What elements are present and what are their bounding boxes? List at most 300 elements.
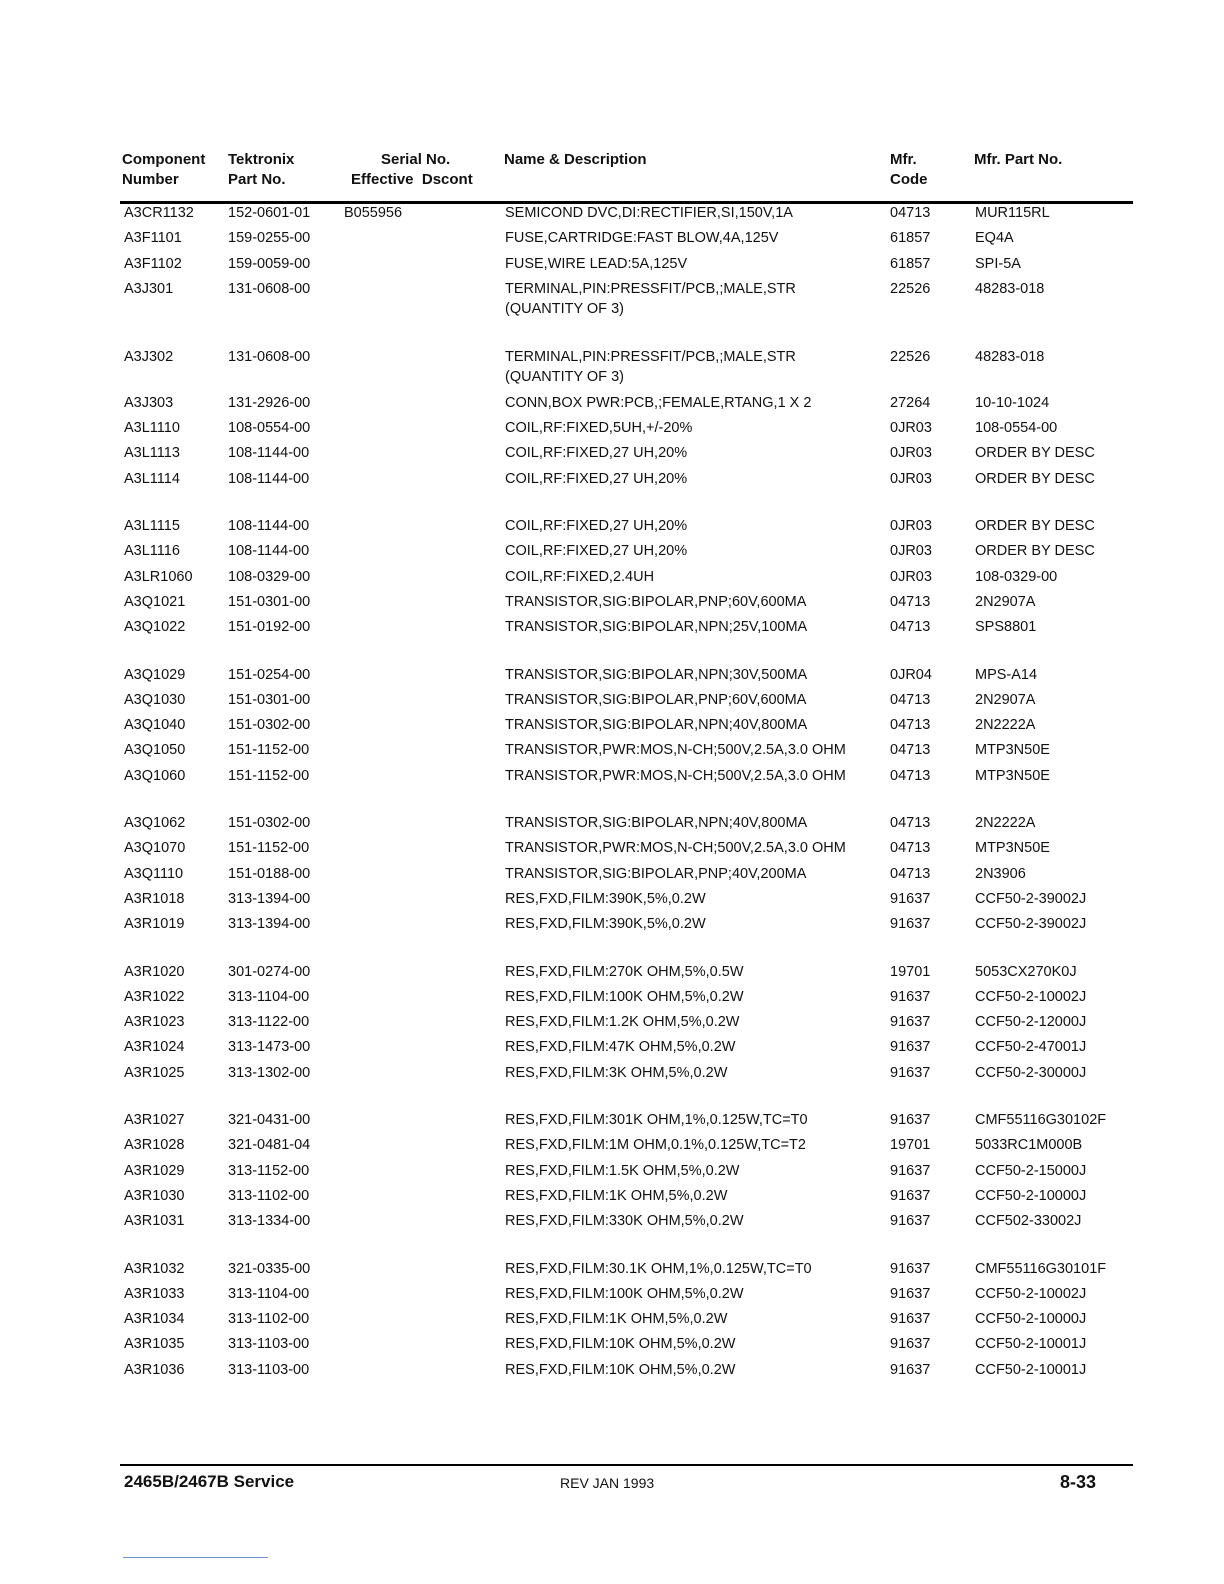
row-group: [0, 1110, 1224, 1236]
description-line: RES,FXD,FILM:270K OHM,5%,0.5W: [505, 963, 744, 980]
name-description: [505, 690, 885, 710]
header-serial: [351, 150, 473, 190]
name-description: [505, 254, 885, 274]
name-description: [505, 1161, 885, 1181]
header-component: [122, 150, 205, 190]
link-underline-artifact: [123, 1557, 268, 1558]
component-number: A3J302: [124, 348, 174, 365]
mfr-part-number: 2N2222A: [975, 717, 1036, 734]
mfr-code: 04713: [890, 717, 931, 734]
component-number: A3LR1060: [124, 568, 193, 585]
description-line: TRANSISTOR,SIG:BIPOLAR,NPN;40V,800MA: [505, 717, 808, 734]
table-row: [0, 864, 1224, 889]
mfr-part-number: CCF50-2-10001J: [975, 1361, 1087, 1378]
name-description: [505, 1284, 885, 1304]
description-quantity: (QUANTITY OF 3): [505, 368, 624, 385]
header-name-description: Name & Description: [504, 151, 647, 168]
serial-effective: B055956: [344, 205, 403, 221]
table-row: [0, 1211, 1224, 1236]
mfr-code: 91637: [890, 1039, 931, 1056]
tektronix-part-number: 151-0192-00: [228, 619, 311, 636]
table-row: [0, 516, 1224, 541]
table-row: [0, 1309, 1224, 1334]
mfr-code: 91637: [890, 1311, 931, 1328]
table-row: [0, 1012, 1224, 1037]
mfr-part-number: 2N2222A: [975, 815, 1036, 832]
mfr-code: 0JR03: [890, 445, 932, 462]
component-number: A3J301: [124, 280, 174, 297]
row-group: [0, 1259, 1224, 1385]
mfr-part-number: MPS-A14: [975, 666, 1038, 683]
component-number: A3L1113: [124, 445, 180, 462]
mfr-part-number: CCF50-2-10000J: [975, 1187, 1087, 1204]
mfr-part-number: CCF50-2-30000J: [975, 1064, 1087, 1081]
mfr-part-number: 5033RC1M000B: [975, 1137, 1083, 1154]
component-number: A3R1022: [124, 988, 185, 1005]
tektronix-part-number: 108-1144-00: [228, 518, 310, 535]
table-row: [0, 1037, 1224, 1062]
name-description: [505, 203, 885, 223]
description-line: FUSE,CARTRIDGE:FAST BLOW,4A,125V: [505, 230, 779, 247]
component-number: A3Q1062: [124, 815, 186, 832]
component-number: A3L1115: [124, 518, 180, 535]
component-number: A3Q1070: [124, 840, 186, 857]
description-line: RES,FXD,FILM:100K OHM,5%,0.2W: [505, 1285, 744, 1302]
mfr-part-number: SPI-5A: [975, 255, 1021, 272]
description-line: RES,FXD,FILM:390K,5%,0.2W: [505, 916, 706, 933]
mfr-part-number: EQ4A: [975, 230, 1014, 247]
description-quantity: (QUANTITY OF 3): [505, 300, 624, 317]
mfr-code: 0JR04: [890, 666, 932, 683]
tektronix-part-number: 151-1152-00: [228, 742, 310, 759]
tektronix-part-number: 131-0608-00: [228, 280, 311, 297]
description-line: COIL,RF:FIXED,2.4UH: [505, 568, 655, 585]
mfr-code: 91637: [890, 1260, 931, 1277]
mfr-code: 91637: [890, 1361, 931, 1378]
table-row: [0, 987, 1224, 1012]
description-line: SEMICOND DVC,DI:RECTIFIER,SI,150V,1A: [505, 205, 793, 221]
footer-page-number: 8-33: [1060, 1472, 1097, 1492]
tektronix-part-number: 151-0301-00: [228, 691, 311, 708]
description-line: RES,FXD,FILM:301K OHM,1%,0.125W,TC=T0: [505, 1112, 808, 1129]
component-number: A3Q1029: [124, 666, 186, 683]
mfr-code: 04713: [890, 593, 931, 610]
description-line: TRANSISTOR,SIG:BIPOLAR,NPN;30V,500MA: [505, 666, 808, 683]
description-line: RES,FXD,FILM:1M OHM,0.1%,0.125W,TC=T2: [505, 1137, 806, 1154]
mfr-part-number: 10-10-1024: [975, 394, 1050, 411]
name-description: [505, 740, 885, 760]
footer-title: 2465B/2467B Service: [124, 1472, 295, 1491]
component-number: A3R1018: [124, 890, 185, 907]
mfr-code: 0JR03: [890, 420, 932, 437]
mfr-code: 0JR03: [890, 543, 932, 560]
name-description: [505, 1360, 885, 1380]
table-row: [0, 347, 1224, 393]
tektronix-part-number: 301-0274-00: [228, 963, 311, 980]
table-row: [0, 567, 1224, 592]
description-line: COIL,RF:FIXED,27 UH,20%: [505, 518, 688, 535]
table-row: [0, 1135, 1224, 1160]
mfr-part-number: ORDER BY DESC: [975, 470, 1095, 487]
mfr-code: 91637: [890, 1162, 931, 1179]
component-number: A3R1035: [124, 1336, 185, 1353]
name-description: [505, 1063, 885, 1083]
header-mfr-code: [890, 150, 928, 190]
row-group: [0, 347, 1224, 494]
description-line: RES,FXD,FILM:10K OHM,5%,0.2W: [505, 1336, 736, 1353]
table-row: [0, 418, 1224, 443]
description-line: RES,FXD,FILM:1.5K OHM,5%,0.2W: [505, 1162, 740, 1179]
name-description: [505, 1135, 885, 1155]
table-row: [0, 228, 1224, 253]
mfr-part-number: SPS8801: [975, 619, 1037, 636]
table-row: [0, 279, 1224, 325]
mfr-part-number: 48283-018: [975, 348, 1045, 365]
mfr-part-number: 108-0554-00: [975, 420, 1058, 437]
mfr-code: 04713: [890, 619, 931, 636]
tektronix-part-number: 131-2926-00: [228, 394, 311, 411]
tektronix-part-number: 321-0431-00: [228, 1112, 311, 1129]
header-mfr-line2: Code: [890, 171, 928, 188]
header-mfr-part: Mfr. Part No.: [974, 151, 1063, 168]
table-row: [0, 914, 1224, 939]
mfr-part-number: CCF50-2-47001J: [975, 1039, 1087, 1056]
name-description: [505, 1012, 885, 1032]
tektronix-part-number: 152-0601-01: [228, 205, 311, 221]
tektronix-part-number: 313-1394-00: [228, 916, 311, 933]
table-row: [0, 1063, 1224, 1088]
description-line: COIL,RF:FIXED,27 UH,20%: [505, 470, 688, 487]
table-row: [0, 254, 1224, 279]
description-line: TRANSISTOR,SIG:BIPOLAR,PNP;60V,600MA: [505, 593, 807, 610]
table-row: [0, 889, 1224, 914]
mfr-code: 22526: [890, 280, 931, 297]
tektronix-part-number: 151-0254-00: [228, 666, 311, 683]
footer-rule: [120, 1464, 1133, 1466]
mfr-part-number: MUR115RL: [975, 205, 1050, 221]
name-description: [505, 541, 885, 561]
header-tektronix: [228, 150, 294, 190]
component-number: A3Q1030: [124, 691, 186, 708]
description-line: RES,FXD,FILM:30.1K OHM,1%,0.125W,TC=T0: [505, 1260, 812, 1277]
mfr-part-number: CCF50-2-12000J: [975, 1014, 1087, 1031]
mfr-part-number: MTP3N50E: [975, 840, 1050, 857]
mfr-code: 0JR03: [890, 568, 932, 585]
tektronix-part-number: 151-0301-00: [228, 593, 311, 610]
component-number: A3Q1040: [124, 717, 186, 734]
component-number: A3R1036: [124, 1361, 185, 1378]
description-line: RES,FXD,FILM:1.2K OHM,5%,0.2W: [505, 1014, 740, 1031]
tektronix-part-number: 151-1152-00: [228, 767, 310, 784]
component-number: A3R1031: [124, 1213, 185, 1230]
description-line: TRANSISTOR,PWR:MOS,N-CH;500V,2.5A,3.0 OHM: [505, 742, 846, 759]
name-description: [505, 813, 885, 833]
mfr-code: 61857: [890, 255, 931, 272]
parts-table: [0, 203, 1224, 1407]
tektronix-part-number: 159-0059-00: [228, 255, 311, 272]
header-mfr-line1: Mfr.: [890, 151, 917, 168]
component-number: A3R1028: [124, 1137, 185, 1154]
description-line: RES,FXD,FILM:47K OHM,5%,0.2W: [505, 1039, 736, 1056]
mfr-code: 91637: [890, 1014, 931, 1031]
mfr-code: 61857: [890, 230, 931, 247]
mfr-code: 04713: [890, 691, 931, 708]
name-description: [505, 592, 885, 612]
mfr-code: 91637: [890, 988, 931, 1005]
name-description: [505, 864, 885, 884]
tektronix-part-number: 108-0329-00: [228, 568, 311, 585]
mfr-part-number: CCF50-2-10001J: [975, 1336, 1087, 1353]
description-line: FUSE,WIRE LEAD:5A,125V: [505, 255, 688, 272]
tektronix-part-number: 151-0302-00: [228, 717, 311, 734]
tektronix-part-number: 108-0554-00: [228, 420, 311, 437]
mfr-part-number: ORDER BY DESC: [975, 518, 1095, 535]
mfr-code: 91637: [890, 1187, 931, 1204]
table-row: [0, 740, 1224, 765]
description-line: RES,FXD,FILM:10K OHM,5%,0.2W: [505, 1361, 736, 1378]
mfr-code: 19701: [890, 1137, 931, 1154]
header-tektronix-line1: Tektronix: [228, 151, 295, 168]
name-description: [505, 418, 885, 438]
table-row: [0, 665, 1224, 690]
name-description: [505, 617, 885, 637]
mfr-part-number: CCF502-33002J: [975, 1213, 1082, 1230]
mfr-code: 91637: [890, 1336, 931, 1353]
description-line: RES,FXD,FILM:3K OHM,5%,0.2W: [505, 1064, 728, 1081]
component-number: A3CR1132: [124, 205, 194, 221]
tektronix-part-number: 313-1122-00: [228, 1014, 310, 1031]
name-description: [505, 393, 885, 413]
component-number: A3F1101: [124, 230, 182, 247]
mfr-code: 0JR03: [890, 470, 932, 487]
tektronix-part-number: 131-0608-00: [228, 348, 311, 365]
mfr-code: 04713: [890, 767, 931, 784]
name-description: [505, 914, 885, 934]
mfr-code: 0JR03: [890, 518, 932, 535]
table-row: [0, 1110, 1224, 1135]
mfr-part-number: MTP3N50E: [975, 767, 1050, 784]
header-serial-line1: Serial No.: [381, 151, 451, 168]
mfr-part-number: 2N2907A: [975, 691, 1036, 708]
description-line: TERMINAL,PIN:PRESSFIT/PCB,;MALE,STR: [505, 280, 796, 297]
tektronix-part-number: 151-1152-00: [228, 840, 310, 857]
component-number: A3Q1060: [124, 767, 186, 784]
description-line: TERMINAL,PIN:PRESSFIT/PCB,;MALE,STR: [505, 348, 796, 365]
mfr-code: 04713: [890, 865, 931, 882]
component-number: A3Q1110: [124, 865, 184, 882]
table-row: [0, 1186, 1224, 1211]
component-number: A3J303: [124, 394, 174, 411]
name-description: [505, 228, 885, 248]
mfr-code: 04713: [890, 205, 931, 221]
component-number: A3R1020: [124, 963, 185, 980]
row-group: [0, 665, 1224, 791]
name-description: [505, 1211, 885, 1231]
row-group: [0, 813, 1224, 939]
component-number: A3R1033: [124, 1285, 185, 1302]
component-number: A3L1114: [124, 470, 180, 487]
mfr-part-number: 108-0329-00: [975, 568, 1058, 585]
name-description: [505, 665, 885, 685]
description-line: RES,FXD,FILM:1K OHM,5%,0.2W: [505, 1311, 728, 1328]
name-description: [505, 766, 885, 786]
row-group: [0, 203, 1224, 325]
table-row: [0, 1161, 1224, 1186]
component-number: A3R1029: [124, 1162, 185, 1179]
mfr-code: 91637: [890, 1112, 931, 1129]
table-row: [0, 813, 1224, 838]
name-description: [505, 1186, 885, 1206]
table-row: [0, 715, 1224, 740]
table-row: [0, 1259, 1224, 1284]
mfr-code: 22526: [890, 348, 931, 365]
tektronix-part-number: 313-1473-00: [228, 1039, 311, 1056]
tektronix-part-number: 108-1144-00: [228, 445, 310, 462]
name-description: [505, 567, 885, 587]
component-number: A3Q1050: [124, 742, 186, 759]
tektronix-part-number: 151-0188-00: [228, 865, 311, 882]
mfr-part-number: CCF50-2-39002J: [975, 916, 1087, 933]
name-description: [505, 469, 885, 489]
description-line: RES,FXD,FILM:390K,5%,0.2W: [505, 890, 706, 907]
mfr-part-number: 2N3906: [975, 865, 1026, 882]
name-description: [505, 443, 885, 463]
tektronix-part-number: 151-0302-00: [228, 815, 311, 832]
component-number: A3R1023: [124, 1014, 185, 1031]
description-line: COIL,RF:FIXED,27 UH,20%: [505, 543, 688, 560]
table-row: [0, 1334, 1224, 1359]
component-number: A3R1030: [124, 1187, 185, 1204]
tektronix-part-number: 313-1103-00: [228, 1336, 310, 1353]
component-number: A3L1110: [124, 420, 180, 437]
mfr-part-number: CCF50-2-39002J: [975, 890, 1087, 907]
table-row: [0, 203, 1224, 228]
table-row: [0, 1360, 1224, 1385]
table-row: [0, 469, 1224, 494]
mfr-part-number: CMF55116G30102F: [975, 1112, 1107, 1129]
component-number: A3R1025: [124, 1064, 185, 1081]
table-row: [0, 443, 1224, 468]
table-row: [0, 690, 1224, 715]
tektronix-part-number: 159-0255-00: [228, 230, 311, 247]
name-description: [505, 1334, 885, 1354]
table-row: [0, 838, 1224, 863]
description-line: RES,FXD,FILM:330K OHM,5%,0.2W: [505, 1213, 744, 1230]
component-number: A3R1034: [124, 1311, 185, 1328]
tektronix-part-number: 108-1144-00: [228, 470, 310, 487]
mfr-part-number: CMF55116G30101F: [975, 1260, 1107, 1277]
table-row: [0, 617, 1224, 642]
description-line: COIL,RF:FIXED,5UH,+/-20%: [505, 420, 693, 437]
table-row: [0, 962, 1224, 987]
name-description: [505, 1309, 885, 1329]
mfr-code: 91637: [890, 890, 931, 907]
mfr-code: 91637: [890, 1213, 931, 1230]
tektronix-part-number: 313-1152-00: [228, 1162, 310, 1179]
mfr-part-number: ORDER BY DESC: [975, 445, 1095, 462]
row-group: [0, 962, 1224, 1088]
component-number: A3F1102: [124, 255, 182, 272]
mfr-code: 04713: [890, 840, 931, 857]
description-line: TRANSISTOR,PWR:MOS,N-CH;500V,2.5A,3.0 OHM: [505, 840, 846, 857]
tektronix-part-number: 313-1394-00: [228, 890, 311, 907]
name-description: [505, 1259, 885, 1279]
component-number: A3R1024: [124, 1039, 185, 1056]
description-line: RES,FXD,FILM:1K OHM,5%,0.2W: [505, 1187, 728, 1204]
mfr-part-number: CCF50-2-10002J: [975, 988, 1087, 1005]
mfr-part-number: CCF50-2-10002J: [975, 1285, 1087, 1302]
description-line: RES,FXD,FILM:100K OHM,5%,0.2W: [505, 988, 744, 1005]
tektronix-part-number: 321-0335-00: [228, 1260, 311, 1277]
mfr-part-number: 5053CX270K0J: [975, 963, 1077, 980]
header-serial-line2: Effective Dscont: [351, 171, 473, 188]
mfr-part-number: CCF50-2-10000J: [975, 1311, 1087, 1328]
table-row: [0, 592, 1224, 617]
name-description: [505, 715, 885, 735]
mfr-part-number: ORDER BY DESC: [975, 543, 1095, 560]
name-description: [505, 279, 885, 319]
footer-revision: REV JAN 1993: [560, 1475, 655, 1491]
header-tektronix-line2: Part No.: [228, 171, 286, 188]
mfr-code: 91637: [890, 1285, 931, 1302]
tektronix-part-number: 313-1334-00: [228, 1213, 311, 1230]
description-line: COIL,RF:FIXED,27 UH,20%: [505, 445, 688, 462]
mfr-code: 19701: [890, 963, 931, 980]
name-description: [505, 889, 885, 909]
mfr-part-number: CCF50-2-15000J: [975, 1162, 1087, 1179]
component-number: A3R1032: [124, 1260, 185, 1277]
table-row: [0, 393, 1224, 418]
mfr-part-number: 48283-018: [975, 280, 1045, 297]
name-description: [505, 347, 885, 387]
table-row: [0, 1284, 1224, 1309]
mfr-part-number: MTP3N50E: [975, 742, 1050, 759]
description-line: TRANSISTOR,SIG:BIPOLAR,NPN;25V,100MA: [505, 619, 808, 636]
tektronix-part-number: 313-1103-00: [228, 1361, 310, 1378]
description-line: TRANSISTOR,SIG:BIPOLAR,NPN;40V,800MA: [505, 815, 808, 832]
mfr-code: 91637: [890, 916, 931, 933]
tektronix-part-number: 313-1102-00: [228, 1187, 310, 1204]
component-number: A3R1019: [124, 916, 185, 933]
name-description: [505, 516, 885, 536]
name-description: [505, 1110, 885, 1130]
table-row: [0, 766, 1224, 791]
name-description: [505, 1037, 885, 1057]
name-description: [505, 962, 885, 982]
table-row: [0, 541, 1224, 566]
header-component-line2: Number: [122, 171, 179, 188]
row-group: [0, 516, 1224, 642]
tektronix-part-number: 313-1102-00: [228, 1311, 310, 1328]
header-component-line1: Component: [122, 151, 206, 168]
description-line: TRANSISTOR,PWR:MOS,N-CH;500V,2.5A,3.0 OHM: [505, 767, 846, 784]
tektronix-part-number: 313-1302-00: [228, 1064, 311, 1081]
tektronix-part-number: 108-1144-00: [228, 543, 310, 560]
name-description: [505, 987, 885, 1007]
mfr-code: 04713: [890, 815, 931, 832]
tektronix-part-number: 321-0481-04: [228, 1137, 311, 1154]
tektronix-part-number: 313-1104-00: [228, 988, 310, 1005]
mfr-code: 27264: [890, 394, 931, 411]
description-line: CONN,BOX PWR:PCB,;FEMALE,RTANG,1 X 2: [505, 394, 812, 411]
description-line: TRANSISTOR,SIG:BIPOLAR,PNP;60V,600MA: [505, 691, 807, 708]
mfr-part-number: 2N2907A: [975, 593, 1036, 610]
component-number: A3Q1022: [124, 619, 186, 636]
component-number: A3R1027: [124, 1112, 185, 1129]
component-number: A3Q1021: [124, 593, 186, 610]
tektronix-part-number: 313-1104-00: [228, 1285, 310, 1302]
description-line: TRANSISTOR,SIG:BIPOLAR,PNP;40V,200MA: [505, 865, 807, 882]
